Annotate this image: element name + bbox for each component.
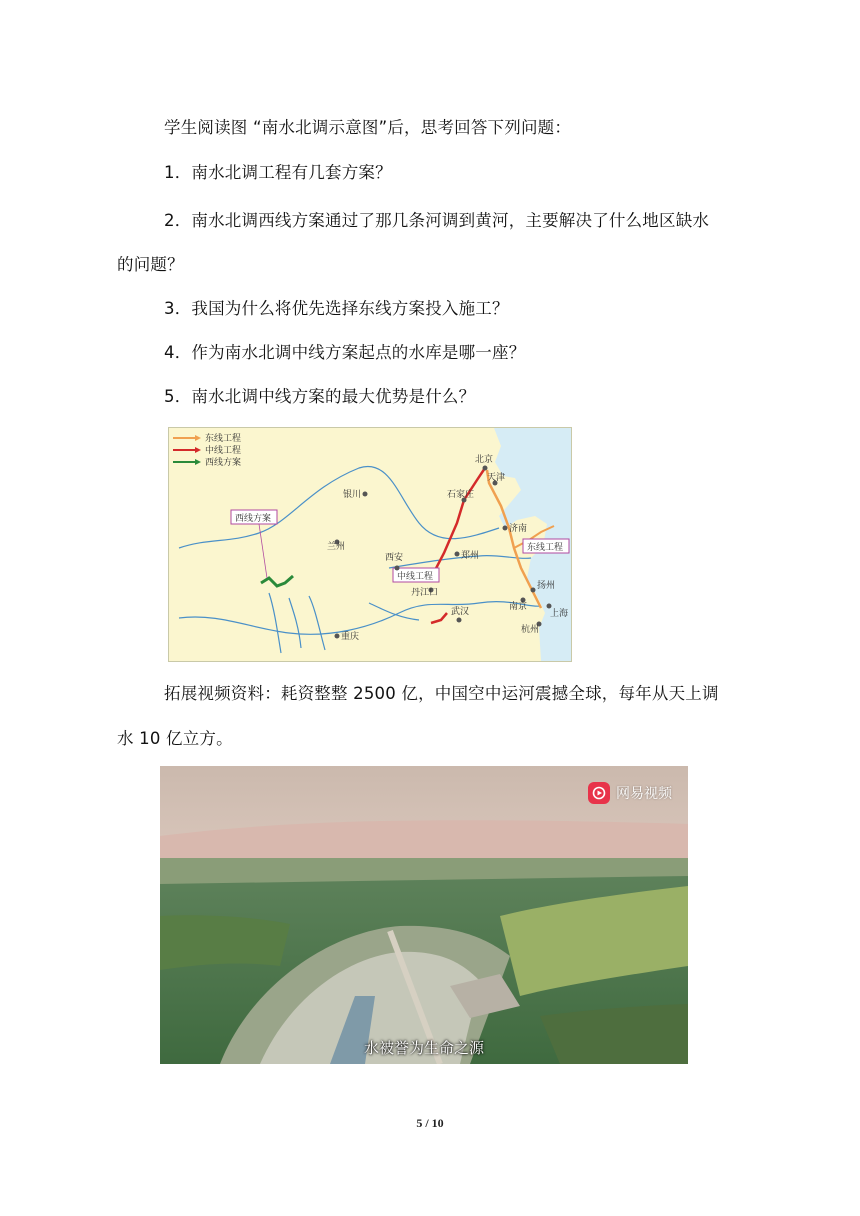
city-shijiazhuang: 石家庄 (447, 490, 475, 500)
extension-line-1: 拓展视频资料：耗资整整 2500 亿，中国空中运河震撼全球，每年从天上调 (164, 684, 719, 703)
three-gorges-route (431, 613, 447, 623)
video-player[interactable] (160, 766, 688, 1064)
middle-callout-label: 中线工程 (397, 572, 434, 582)
question-1: 1．南水北调工程有几套方案？ (164, 163, 392, 182)
west-route (261, 576, 293, 586)
city-wuhan: 武汉 (451, 607, 470, 617)
map-legend (173, 432, 241, 468)
city-hangzhou: 杭州 (521, 625, 540, 635)
legend-middle: 中线工程 (205, 446, 242, 456)
aerial-canal-image (160, 766, 688, 1064)
extension-line-2: 水 10 亿立方。 (117, 729, 233, 748)
city-yangzhou: 扬州 (537, 581, 556, 591)
west-callout-label: 西线方案 (235, 514, 272, 524)
city-chongqing: 重庆 (341, 632, 360, 642)
video-subtitle: 水被誉为生命之源 (363, 1039, 484, 1057)
netease-video-logo-icon (588, 782, 610, 804)
legend-east: 东线工程 (205, 434, 242, 444)
question-2-line-2: 的问题？ (117, 255, 184, 274)
city-beijing: 北京 (475, 455, 494, 465)
east-callout-label: 东线工程 (527, 543, 564, 553)
question-4: 4．作为南水北调中线方案起点的水库是哪一座？ (164, 343, 526, 362)
page-number: 5 / 10 (416, 1116, 444, 1130)
intro-paragraph: 学生阅读图 “南水北调示意图”后，思考回答下列问题： (164, 118, 572, 137)
city-xian: 西安 (385, 553, 404, 563)
city-shanghai: 上海 (550, 609, 569, 619)
city-tianjin: 天津 (487, 473, 506, 483)
question-2-line-1: 2．南水北调西线方案通过了那几条河调到黄河，主要解决了什么地区缺水 (164, 211, 710, 230)
video-watermark (588, 782, 672, 804)
middle-route (431, 468, 485, 578)
legend-west: 西线方案 (205, 458, 242, 468)
question-5: 5．南水北调中线方案的最大优势是什么？ (164, 387, 476, 406)
city-yinchuan: 银川 (343, 490, 362, 500)
south-north-water-diversion-map (168, 427, 572, 662)
city-jinan: 济南 (509, 524, 528, 534)
city-zhengzhou: 郑州 (461, 551, 480, 561)
city-lanzhou: 兰州 (327, 542, 346, 552)
watermark-text: 网易视频 (616, 786, 672, 802)
city-danjiangkou: 丹江口 (411, 588, 439, 598)
city-nanjing: 南京 (509, 602, 528, 612)
question-3: 3．我国为什么将优先选择东线方案投入施工？ (164, 299, 509, 318)
